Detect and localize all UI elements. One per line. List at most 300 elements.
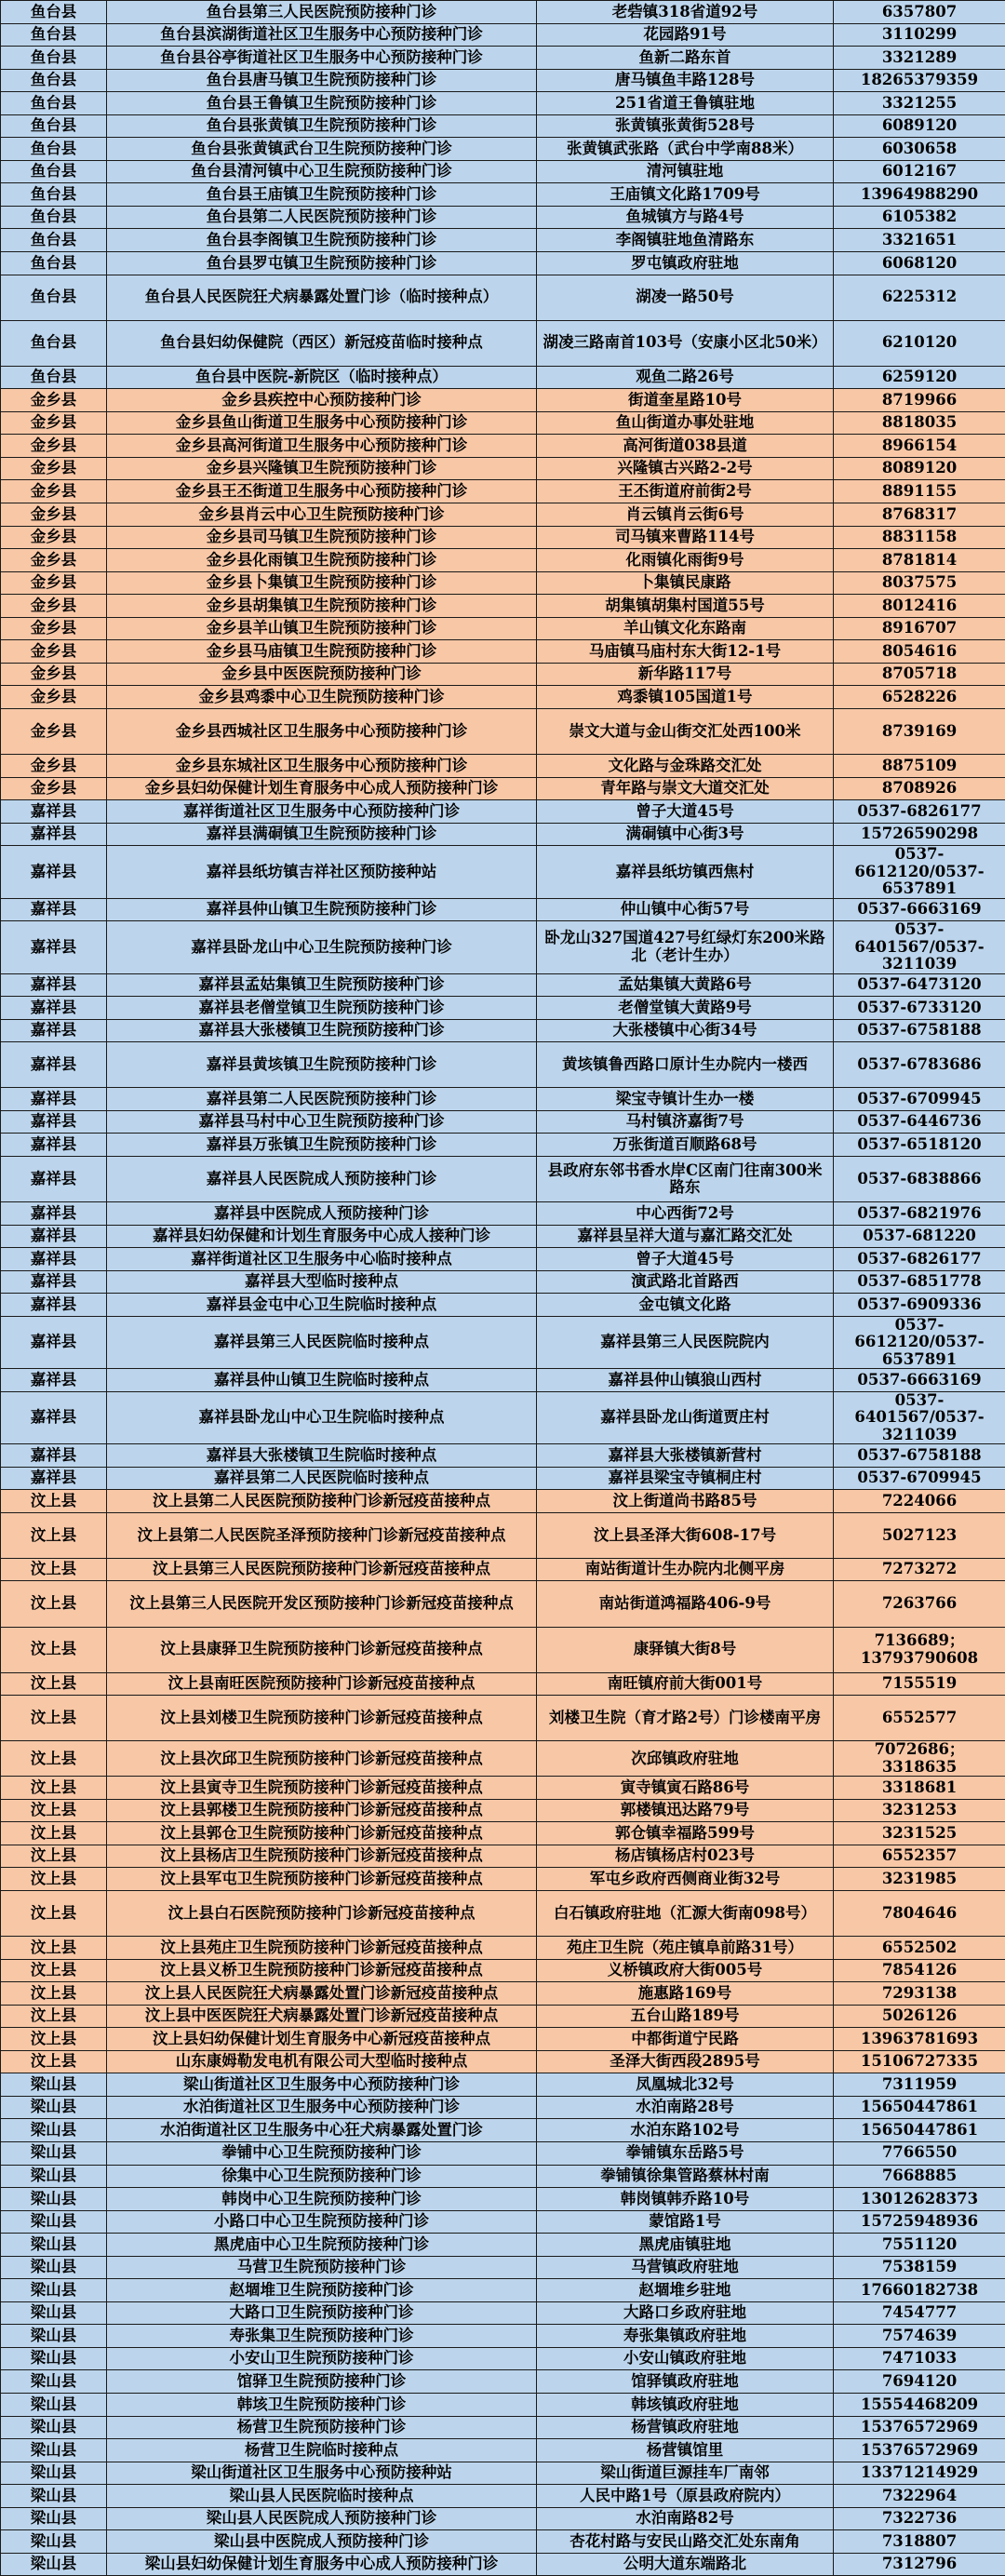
address-cell: 卧龙山327国道427号红绿灯东200米路北（老计生办） bbox=[537, 921, 834, 973]
table-row bbox=[1, 1294, 1005, 1317]
county-cell: 汶上县 bbox=[1, 1741, 107, 1777]
address-cell: 嘉祥县呈祥大道与嘉汇路交汇处 bbox=[537, 1225, 834, 1248]
table-row bbox=[1, 1391, 1005, 1443]
county-cell: 金乡县 bbox=[1, 411, 107, 435]
site-name-cell: 鱼台县清河镇中心卫生院预防接种门诊 bbox=[107, 160, 537, 183]
county-cell: 梁山县 bbox=[1, 2073, 107, 2097]
address-cell: 大路口乡政府驻地 bbox=[537, 2301, 834, 2325]
county-cell: 嘉祥县 bbox=[1, 1202, 107, 1226]
table-row bbox=[1, 1696, 1005, 1741]
phone-cell: 7072686；3318635 bbox=[834, 1741, 1005, 1777]
address-cell: 鱼新二路东首 bbox=[537, 47, 834, 70]
phone-cell: 6068120 bbox=[834, 252, 1005, 275]
table-row bbox=[1, 2462, 1005, 2485]
phone-cell: 8719966 bbox=[834, 389, 1005, 412]
table-row bbox=[1, 1467, 1005, 1490]
site-name-cell: 大路口卫生院预防接种门诊 bbox=[107, 2301, 537, 2325]
address-cell: 拳铺镇东岳路5号 bbox=[537, 2141, 834, 2165]
phone-cell: 7854126 bbox=[834, 1959, 1005, 1982]
site-name-cell: 嘉祥街道社区卫生服务中心临时接种点 bbox=[107, 1248, 537, 1271]
table-row bbox=[1, 366, 1005, 389]
site-name-cell: 梁山县中医院成人预防接种门诊 bbox=[107, 2530, 537, 2554]
address-cell: 汶上县圣泽大街608-17号 bbox=[537, 1512, 834, 1558]
address-cell: 老砦镇318省道92号 bbox=[537, 1, 834, 24]
address-cell: 嘉祥县大张楼镇新营村 bbox=[537, 1444, 834, 1468]
address-cell: 嘉祥县纸坊镇西焦村 bbox=[537, 846, 834, 898]
phone-cell: 13371214929 bbox=[834, 2462, 1005, 2485]
site-name-cell: 杨营卫生院临时接种点 bbox=[107, 2439, 537, 2462]
site-name-cell: 汶上县康驿卫生院预防接种门诊新冠疫苗接种点 bbox=[107, 1627, 537, 1672]
phone-cell: 0537-6473120 bbox=[834, 973, 1005, 997]
table-row bbox=[1, 183, 1005, 207]
phone-cell: 6030658 bbox=[834, 138, 1005, 161]
phone-cell: 7273272 bbox=[834, 1558, 1005, 1581]
table-body bbox=[1, 1, 1005, 2576]
address-cell: 白石镇政府驻地（汇源大街南098号） bbox=[537, 1890, 834, 1936]
phone-cell: 7766550 bbox=[834, 2141, 1005, 2165]
address-cell: 蒙馆路1号 bbox=[537, 2210, 834, 2234]
table-row bbox=[1, 708, 1005, 754]
phone-cell: 7538159 bbox=[834, 2256, 1005, 2279]
table-row bbox=[1, 503, 1005, 527]
address-cell: 公明大道东端路北 bbox=[537, 2553, 834, 2576]
address-cell: 化雨镇化雨街9号 bbox=[537, 549, 834, 572]
table-row bbox=[1, 1581, 1005, 1627]
county-cell: 鱼台县 bbox=[1, 320, 107, 366]
county-cell: 鱼台县 bbox=[1, 229, 107, 252]
site-name-cell: 嘉祥县大张楼镇卫生院临时接种点 bbox=[107, 1444, 537, 1468]
phone-cell: 5027123 bbox=[834, 1512, 1005, 1558]
county-cell: 嘉祥县 bbox=[1, 1248, 107, 1271]
address-cell: 罗屯镇政府驻地 bbox=[537, 252, 834, 275]
phone-cell: 7318807 bbox=[834, 2530, 1005, 2554]
county-cell: 金乡县 bbox=[1, 549, 107, 572]
table-row bbox=[1, 457, 1005, 480]
table-row bbox=[1, 114, 1005, 138]
county-cell: 汶上县 bbox=[1, 1890, 107, 1936]
table-row bbox=[1, 1490, 1005, 1513]
county-cell: 鱼台县 bbox=[1, 114, 107, 138]
site-name-cell: 嘉祥县金屯中心卫生院临时接种点 bbox=[107, 1294, 537, 1317]
phone-cell: 0537-681220 bbox=[834, 1225, 1005, 1248]
phone-cell: 7312796 bbox=[834, 2553, 1005, 2576]
county-cell: 嘉祥县 bbox=[1, 1369, 107, 1392]
site-name-cell: 金乡县鱼山街道卫生服务中心预防接种门诊 bbox=[107, 411, 537, 435]
county-cell: 汶上县 bbox=[1, 1868, 107, 1891]
county-cell: 梁山县 bbox=[1, 2485, 107, 2508]
address-cell: 刘楼卫生院（育才路2号）门诊楼南平房 bbox=[537, 1696, 834, 1741]
county-cell: 嘉祥县 bbox=[1, 1156, 107, 1201]
phone-cell: 7471033 bbox=[834, 2347, 1005, 2370]
county-cell: 金乡县 bbox=[1, 571, 107, 595]
address-cell: 杨营镇政府驻地 bbox=[537, 2416, 834, 2439]
address-cell: 郭仓镇幸福路599号 bbox=[537, 1822, 834, 1845]
table-row bbox=[1, 2119, 1005, 2142]
site-name-cell: 韩岗中心卫生院预防接种门诊 bbox=[107, 2188, 537, 2211]
site-name-cell: 汶上县第二人民医院圣泽预防接种门诊新冠疫苗接种点 bbox=[107, 1512, 537, 1558]
county-cell: 嘉祥县 bbox=[1, 1088, 107, 1111]
table-row bbox=[1, 755, 1005, 778]
phone-cell: 8768317 bbox=[834, 503, 1005, 527]
address-cell: 鸡黍镇105国道1号 bbox=[537, 686, 834, 709]
address-cell: 仲山镇中心街57号 bbox=[537, 898, 834, 921]
table-row bbox=[1, 2439, 1005, 2462]
phone-cell: 7136689；13793790608 bbox=[834, 1627, 1005, 1672]
county-cell: 鱼台县 bbox=[1, 138, 107, 161]
site-name-cell: 汶上县第二人民医院预防接种门诊新冠疫苗接种点 bbox=[107, 1490, 537, 1513]
site-name-cell: 梁山县人民医院成人预防接种门诊 bbox=[107, 2507, 537, 2530]
address-cell: 嘉祥县卧龙山街道贾庄村 bbox=[537, 1391, 834, 1443]
phone-cell: 0537-6401567/0537-3211039 bbox=[834, 921, 1005, 973]
site-name-cell: 汶上县军屯卫生院预防接种门诊新冠疫苗接种点 bbox=[107, 1868, 537, 1891]
site-name-cell: 梁山街道社区卫生服务中心预防接种门诊 bbox=[107, 2073, 537, 2097]
address-cell: 梁宝寺镇计生办一楼 bbox=[537, 1088, 834, 1111]
phone-cell: 0537-6758188 bbox=[834, 1444, 1005, 1468]
county-cell: 嘉祥县 bbox=[1, 1225, 107, 1248]
phone-cell: 8054616 bbox=[834, 640, 1005, 664]
county-cell: 金乡县 bbox=[1, 595, 107, 618]
table-row bbox=[1, 1845, 1005, 1868]
site-name-cell: 小安山卫生院预防接种门诊 bbox=[107, 2347, 537, 2370]
site-name-cell: 赵堌堆卫生院预防接种门诊 bbox=[107, 2279, 537, 2302]
table-row bbox=[1, 1822, 1005, 1845]
site-name-cell: 金乡县化雨镇卫生院预防接种门诊 bbox=[107, 549, 537, 572]
table-row bbox=[1, 1088, 1005, 1111]
phone-cell: 13964988290 bbox=[834, 183, 1005, 207]
table-row bbox=[1, 2279, 1005, 2302]
table-row bbox=[1, 1202, 1005, 1226]
address-cell: 五台山路189号 bbox=[537, 2005, 834, 2028]
site-name-cell: 嘉祥县马村中心卫生院预防接种门诊 bbox=[107, 1110, 537, 1134]
table-row bbox=[1, 1558, 1005, 1581]
county-cell: 汶上县 bbox=[1, 1490, 107, 1513]
table-row bbox=[1, 800, 1005, 824]
table-row bbox=[1, 435, 1005, 458]
county-cell: 金乡县 bbox=[1, 777, 107, 800]
phone-cell: 7668885 bbox=[834, 2165, 1005, 2188]
county-cell: 梁山县 bbox=[1, 2325, 107, 2348]
table-row bbox=[1, 2096, 1005, 2119]
address-cell: 水泊东路102号 bbox=[537, 2119, 834, 2142]
phone-cell: 0537-6821976 bbox=[834, 1202, 1005, 1226]
address-cell: 水泊南路82号 bbox=[537, 2507, 834, 2530]
phone-cell: 3231985 bbox=[834, 1868, 1005, 1891]
site-name-cell: 鱼台县滨湖街道社区卫生服务中心预防接种门诊 bbox=[107, 23, 537, 47]
phone-cell: 6105382 bbox=[834, 206, 1005, 229]
site-name-cell: 拳铺中心卫生院预防接种门诊 bbox=[107, 2141, 537, 2165]
address-cell: 老僧堂镇大黄路9号 bbox=[537, 997, 834, 1020]
table-row bbox=[1, 1156, 1005, 1201]
table-row bbox=[1, 2393, 1005, 2416]
phone-cell: 7311959 bbox=[834, 2073, 1005, 2097]
table-row bbox=[1, 1042, 1005, 1088]
table-row bbox=[1, 1741, 1005, 1777]
table-row bbox=[1, 275, 1005, 320]
county-cell: 梁山县 bbox=[1, 2393, 107, 2416]
address-cell: 韩岗镇韩乔路10号 bbox=[537, 2188, 834, 2211]
address-cell: 崇文大道与金山街交汇处西100米 bbox=[537, 708, 834, 754]
county-cell: 汶上县 bbox=[1, 1672, 107, 1696]
phone-cell: 7322964 bbox=[834, 2485, 1005, 2508]
county-cell: 鱼台县 bbox=[1, 23, 107, 47]
phone-cell: 0537-6783686 bbox=[834, 1042, 1005, 1088]
county-cell: 鱼台县 bbox=[1, 69, 107, 92]
address-cell: 水泊南路28号 bbox=[537, 2096, 834, 2119]
phone-cell: 18265379359 bbox=[834, 69, 1005, 92]
county-cell: 梁山县 bbox=[1, 2553, 107, 2576]
phone-cell: 15650447861 bbox=[834, 2096, 1005, 2119]
table-row bbox=[1, 997, 1005, 1020]
county-cell: 嘉祥县 bbox=[1, 973, 107, 997]
site-name-cell: 水泊街道社区卫生服务中心预防接种门诊 bbox=[107, 2096, 537, 2119]
site-name-cell: 嘉祥县妇幼保健和计划生育服务中心成人接种门诊 bbox=[107, 1225, 537, 1248]
county-cell: 梁山县 bbox=[1, 2141, 107, 2165]
address-cell: 花园路91号 bbox=[537, 23, 834, 47]
table-row bbox=[1, 92, 1005, 115]
address-cell: 施惠路169号 bbox=[537, 1982, 834, 2006]
site-name-cell: 鱼台县妇幼保健院（西区）新冠疫苗临时接种点 bbox=[107, 320, 537, 366]
address-cell: 南站街道鸿福路406-9号 bbox=[537, 1581, 834, 1627]
county-cell: 鱼台县 bbox=[1, 47, 107, 70]
county-cell: 鱼台县 bbox=[1, 183, 107, 207]
site-name-cell: 梁山县妇幼保健计划生育服务中心成人预防接种门诊 bbox=[107, 2553, 537, 2576]
site-name-cell: 嘉祥县仲山镇卫生院预防接种门诊 bbox=[107, 898, 537, 921]
address-cell: 大张楼镇中心街34号 bbox=[537, 1019, 834, 1042]
county-cell: 梁山县 bbox=[1, 2096, 107, 2119]
address-cell: 寿张集镇政府驻地 bbox=[537, 2325, 834, 2348]
phone-cell: 8891155 bbox=[834, 480, 1005, 503]
phone-cell: 7574639 bbox=[834, 2325, 1005, 2348]
phone-cell: 0537-6758188 bbox=[834, 1019, 1005, 1042]
phone-cell: 8831158 bbox=[834, 526, 1005, 549]
site-name-cell: 黑虎庙中心卫生院预防接种门诊 bbox=[107, 2234, 537, 2257]
table-row bbox=[1, 1672, 1005, 1696]
address-cell: 鱼城镇方与路4号 bbox=[537, 206, 834, 229]
table-row bbox=[1, 898, 1005, 921]
address-cell: 嘉祥县第三人民医院院内 bbox=[537, 1316, 834, 1368]
site-name-cell: 鱼台县人民医院狂犬病暴露处置门诊（临时接种点） bbox=[107, 275, 537, 320]
address-cell: 卜集镇民康路 bbox=[537, 571, 834, 595]
site-name-cell: 汶上县苑庄卫生院预防接种门诊新冠疫苗接种点 bbox=[107, 1937, 537, 1960]
site-name-cell: 梁山街道社区卫生服务中心预防接种站 bbox=[107, 2462, 537, 2485]
table-row bbox=[1, 1868, 1005, 1891]
site-name-cell: 嘉祥县孟姑集镇卫生院预防接种门诊 bbox=[107, 973, 537, 997]
table-row bbox=[1, 973, 1005, 997]
table-row bbox=[1, 2347, 1005, 2370]
site-name-cell: 鱼台县张黄镇武台卫生院预防接种门诊 bbox=[107, 138, 537, 161]
county-cell: 梁山县 bbox=[1, 2301, 107, 2325]
county-cell: 嘉祥县 bbox=[1, 1270, 107, 1294]
table-row bbox=[1, 777, 1005, 800]
site-name-cell: 韩垓卫生院预防接种门诊 bbox=[107, 2393, 537, 2416]
county-cell: 嘉祥县 bbox=[1, 1134, 107, 1157]
phone-cell: 0537-6663169 bbox=[834, 1369, 1005, 1392]
phone-cell: 7224066 bbox=[834, 1490, 1005, 1513]
table-row bbox=[1, 320, 1005, 366]
site-name-cell: 金乡县东城社区卫生服务中心预防接种门诊 bbox=[107, 755, 537, 778]
county-cell: 梁山县 bbox=[1, 2507, 107, 2530]
table-row bbox=[1, 846, 1005, 898]
phone-cell: 0537-6663169 bbox=[834, 898, 1005, 921]
site-name-cell: 汶上县郭仓卫生院预防接种门诊新冠疫苗接种点 bbox=[107, 1822, 537, 1845]
county-cell: 嘉祥县 bbox=[1, 1110, 107, 1134]
address-cell: 汶上街道尚书路85号 bbox=[537, 1490, 834, 1513]
table-row bbox=[1, 1134, 1005, 1157]
site-name-cell: 馆驿卫生院预防接种门诊 bbox=[107, 2370, 537, 2394]
table-row bbox=[1, 2553, 1005, 2576]
site-name-cell: 金乡县马庙镇卫生院预防接种门诊 bbox=[107, 640, 537, 664]
site-name-cell: 汶上县南旺医院预防接种门诊新冠疫苗接种点 bbox=[107, 1672, 537, 1696]
table-row bbox=[1, 2165, 1005, 2188]
county-cell: 金乡县 bbox=[1, 480, 107, 503]
county-cell: 嘉祥县 bbox=[1, 921, 107, 973]
table-row bbox=[1, 138, 1005, 161]
table-row bbox=[1, 1316, 1005, 1368]
site-name-cell: 嘉祥县卧龙山中心卫生院临时接种点 bbox=[107, 1391, 537, 1443]
address-cell: 观鱼二路26号 bbox=[537, 366, 834, 389]
county-cell: 嘉祥县 bbox=[1, 1294, 107, 1317]
county-cell: 嘉祥县 bbox=[1, 1467, 107, 1490]
county-cell: 梁山县 bbox=[1, 2256, 107, 2279]
address-cell: 杨营镇馆里 bbox=[537, 2439, 834, 2462]
site-name-cell: 嘉祥县卧龙山中心卫生院预防接种门诊 bbox=[107, 921, 537, 973]
phone-cell: 15106727335 bbox=[834, 2050, 1005, 2073]
phone-cell: 3231253 bbox=[834, 1799, 1005, 1822]
county-cell: 嘉祥县 bbox=[1, 898, 107, 921]
county-cell: 汶上县 bbox=[1, 1581, 107, 1627]
site-name-cell: 汶上县次邱卫生院预防接种门诊新冠疫苗接种点 bbox=[107, 1741, 537, 1777]
table-row bbox=[1, 2210, 1005, 2234]
phone-cell: 0537-6709945 bbox=[834, 1467, 1005, 1490]
table-row bbox=[1, 1627, 1005, 1672]
county-cell: 梁山县 bbox=[1, 2530, 107, 2554]
county-cell: 金乡县 bbox=[1, 457, 107, 480]
phone-cell: 3318681 bbox=[834, 1777, 1005, 1800]
address-cell: 寅寺镇寅石路86号 bbox=[537, 1777, 834, 1800]
address-cell: 高河街道038县道 bbox=[537, 435, 834, 458]
table-row bbox=[1, 1, 1005, 24]
address-cell: 马村镇济嘉街7号 bbox=[537, 1110, 834, 1134]
county-cell: 汶上县 bbox=[1, 1799, 107, 1822]
county-cell: 汶上县 bbox=[1, 1982, 107, 2006]
address-cell: 青年路与崇文大道交汇处 bbox=[537, 777, 834, 800]
site-name-cell: 鱼台县罗屯镇卫生院预防接种门诊 bbox=[107, 252, 537, 275]
phone-cell: 0537-6851778 bbox=[834, 1270, 1005, 1294]
phone-cell: 6552502 bbox=[834, 1937, 1005, 1960]
address-cell: 郭楼镇迅达路79号 bbox=[537, 1799, 834, 1822]
table-row bbox=[1, 1890, 1005, 1936]
address-cell: 金屯镇文化路 bbox=[537, 1294, 834, 1317]
county-cell: 嘉祥县 bbox=[1, 997, 107, 1020]
county-cell: 金乡县 bbox=[1, 755, 107, 778]
address-cell: 鱼山街道办事处驻地 bbox=[537, 411, 834, 435]
county-cell: 汶上县 bbox=[1, 1845, 107, 1868]
site-name-cell: 嘉祥县第三人民医院临时接种点 bbox=[107, 1316, 537, 1368]
table-row bbox=[1, 2530, 1005, 2554]
address-cell: 251省道王鲁镇驻地 bbox=[537, 92, 834, 115]
address-cell: 韩垓镇政府驻地 bbox=[537, 2393, 834, 2416]
phone-cell: 0537-6446736 bbox=[834, 1110, 1005, 1134]
table-row bbox=[1, 823, 1005, 846]
address-cell: 新华路117号 bbox=[537, 663, 834, 686]
county-cell: 金乡县 bbox=[1, 663, 107, 686]
table-row bbox=[1, 1270, 1005, 1294]
address-cell: 王庙镇文化路1709号 bbox=[537, 183, 834, 207]
table-row bbox=[1, 206, 1005, 229]
phone-cell: 0537-6826177 bbox=[834, 800, 1005, 824]
county-cell: 梁山县 bbox=[1, 2370, 107, 2394]
phone-cell: 5026126 bbox=[834, 2005, 1005, 2028]
address-cell: 唐马镇鱼丰路128号 bbox=[537, 69, 834, 92]
phone-cell: 8708926 bbox=[834, 777, 1005, 800]
county-cell: 金乡县 bbox=[1, 708, 107, 754]
phone-cell: 0537-6612120/0537-6537891 bbox=[834, 846, 1005, 898]
table-row bbox=[1, 411, 1005, 435]
site-name-cell: 鱼台县中医院-新院区（临时接种点） bbox=[107, 366, 537, 389]
phone-cell: 8037575 bbox=[834, 571, 1005, 595]
address-cell: 演武路北首路西 bbox=[537, 1270, 834, 1294]
site-name-cell: 杨营卫生院预防接种门诊 bbox=[107, 2416, 537, 2439]
site-name-cell: 金乡县妇幼保健计划生育服务中心成人预防接种门诊 bbox=[107, 777, 537, 800]
site-name-cell: 寿张集卫生院预防接种门诊 bbox=[107, 2325, 537, 2348]
address-cell: 康驿镇大街8号 bbox=[537, 1627, 834, 1672]
table-row bbox=[1, 480, 1005, 503]
county-cell: 汶上县 bbox=[1, 1959, 107, 1982]
table-row bbox=[1, 229, 1005, 252]
table-row bbox=[1, 1248, 1005, 1271]
site-name-cell: 汶上县郭楼卫生院预防接种门诊新冠疫苗接种点 bbox=[107, 1799, 537, 1822]
site-name-cell: 金乡县兴隆镇卫生院预防接种门诊 bbox=[107, 457, 537, 480]
table-row bbox=[1, 1982, 1005, 2006]
phone-cell: 8012416 bbox=[834, 595, 1005, 618]
site-name-cell: 鱼台县王庙镇卫生院预防接种门诊 bbox=[107, 183, 537, 207]
county-cell: 鱼台县 bbox=[1, 92, 107, 115]
phone-cell: 15376572969 bbox=[834, 2439, 1005, 2462]
phone-cell: 3321651 bbox=[834, 229, 1005, 252]
phone-cell: 7155519 bbox=[834, 1672, 1005, 1696]
site-name-cell: 汶上县第三人民医院开发区预防接种门诊新冠疫苗接种点 bbox=[107, 1581, 537, 1627]
county-cell: 嘉祥县 bbox=[1, 1019, 107, 1042]
site-name-cell: 汶上县中医医院狂犬病暴露处置门诊新冠疫苗接种点 bbox=[107, 2005, 537, 2028]
site-name-cell: 汶上县人民医院狂犬病暴露处置门诊新冠疫苗接种点 bbox=[107, 1982, 537, 2006]
table-row bbox=[1, 1110, 1005, 1134]
address-cell: 义桥镇政府大街005号 bbox=[537, 1959, 834, 1982]
site-name-cell: 汶上县刘楼卫生院预防接种门诊新冠疫苗接种点 bbox=[107, 1696, 537, 1741]
address-cell: 南旺镇府前大街001号 bbox=[537, 1672, 834, 1696]
site-name-cell: 徐集中心卫生院预防接种门诊 bbox=[107, 2165, 537, 2188]
address-cell: 县政府东邻书香水岸C区南门往南300米路东 bbox=[537, 1156, 834, 1201]
address-cell: 杨店镇杨店村023号 bbox=[537, 1845, 834, 1868]
site-name-cell: 鱼台县谷亭街道社区卫生服务中心预防接种门诊 bbox=[107, 47, 537, 70]
phone-cell: 8966154 bbox=[834, 435, 1005, 458]
site-name-cell: 金乡县鸡黍中心卫生院预防接种门诊 bbox=[107, 686, 537, 709]
site-name-cell: 金乡县肖云中心卫生院预防接种门诊 bbox=[107, 503, 537, 527]
address-cell: 嘉祥县梁宝寺镇桐庄村 bbox=[537, 1467, 834, 1490]
table-row bbox=[1, 2416, 1005, 2439]
table-row bbox=[1, 617, 1005, 640]
site-name-cell: 金乡县疾控中心预防接种门诊 bbox=[107, 389, 537, 412]
table-row bbox=[1, 2028, 1005, 2051]
table-row bbox=[1, 2050, 1005, 2073]
table-row bbox=[1, 921, 1005, 973]
table-row bbox=[1, 2073, 1005, 2097]
phone-cell: 3110299 bbox=[834, 23, 1005, 47]
county-cell: 汶上县 bbox=[1, 1937, 107, 1960]
address-cell: 馆驿镇政府驻地 bbox=[537, 2370, 834, 2394]
address-cell: 兴隆镇古兴路2-2号 bbox=[537, 457, 834, 480]
county-cell: 金乡县 bbox=[1, 389, 107, 412]
county-cell: 梁山县 bbox=[1, 2439, 107, 2462]
